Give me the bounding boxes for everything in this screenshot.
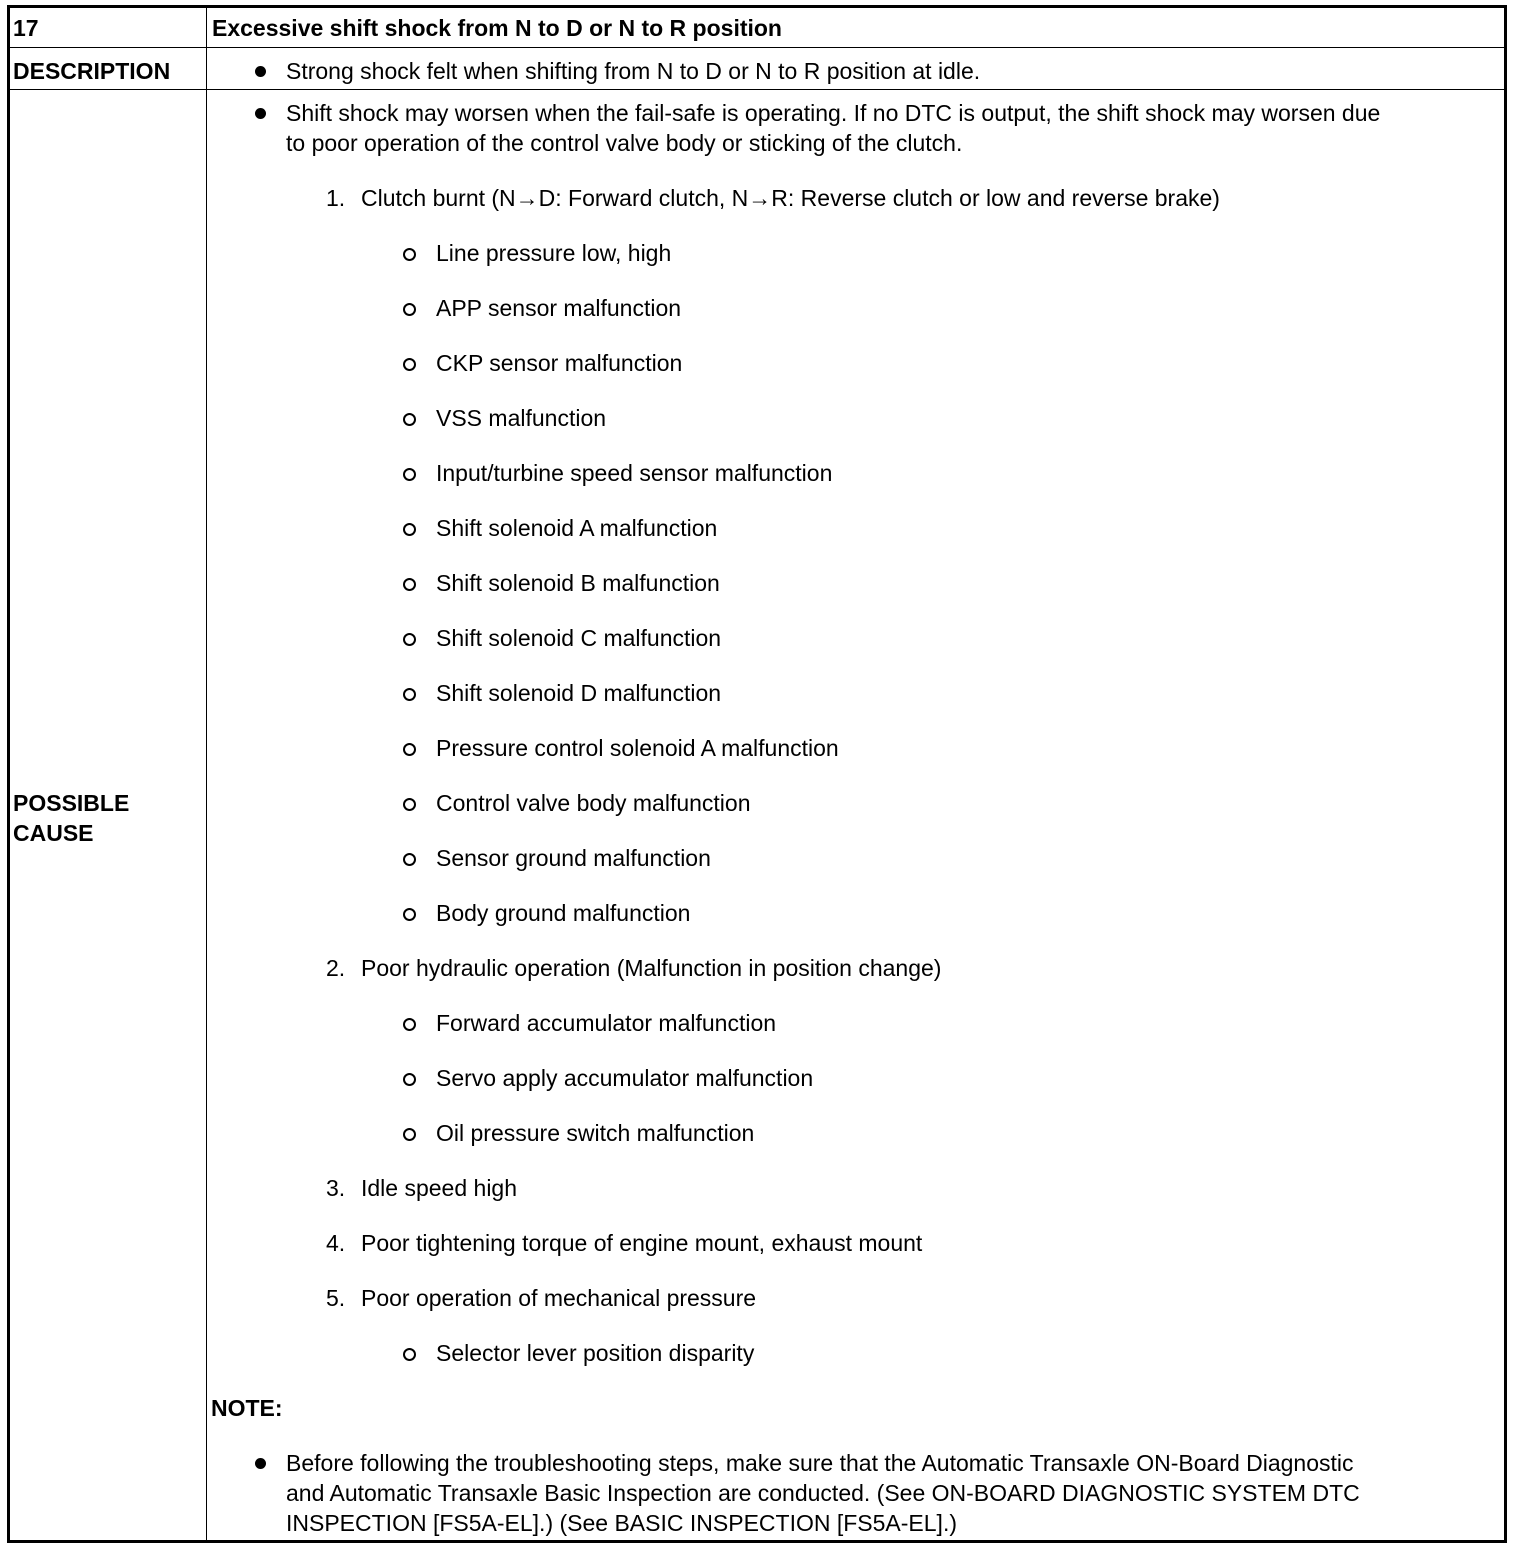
cause-sub-item: Line pressure low, high — [436, 240, 672, 266]
cause-sub-item: Shift solenoid A malfunction — [436, 515, 718, 541]
cause-item-number: 2. — [326, 955, 346, 981]
cause-sub-item: APP sensor malfunction — [436, 295, 682, 321]
circle-bullet-icon — [403, 578, 416, 591]
note-label: NOTE: — [211, 1395, 283, 1421]
cause-sub-item: Pressure control solenoid A malfunction — [436, 735, 839, 761]
note-text-line1: Before following the troubleshooting steps, make sure that the Automatic Transaxle ON-Board Diagnostic — [286, 1450, 1354, 1476]
cause-sub-item: Shift solenoid B malfunction — [436, 570, 720, 596]
cause-item-number: 5. — [326, 1285, 346, 1311]
troubleshooting-table — [7, 5, 1507, 1543]
cause-sub-item: Selector lever position disparity — [436, 1340, 755, 1366]
circle-bullet-icon — [403, 1018, 416, 1031]
possible-cause-label-line2: CAUSE — [13, 820, 94, 846]
symptom-number: 17 — [13, 15, 39, 41]
cause-item-number: 1. — [326, 185, 346, 211]
bullet-icon — [255, 66, 266, 77]
cause-sub-item: Control valve body malfunction — [436, 790, 751, 816]
cause-item-text: Idle speed high — [361, 1175, 518, 1201]
cause-sub-item: VSS malfunction — [436, 405, 607, 431]
description-text: Strong shock felt when shifting from N to D or N to R position at idle. — [286, 58, 981, 84]
cause-item-text: Clutch burnt (N→D: Forward clutch, N→R: Reverse clutch or low and reverse brake) — [361, 185, 1220, 211]
cause-sub-item: Forward accumulator malfunction — [436, 1010, 777, 1036]
cause-sub-item: Shift solenoid C malfunction — [436, 625, 722, 651]
cause-intro-line1: Shift shock may worsen when the fail-safe is operating. If no DTC is output, the shift shock may worsen due — [286, 100, 1381, 126]
circle-bullet-icon — [403, 688, 416, 701]
note-text-line3: INSPECTION [FS5A-EL].) (See BASIC INSPECTION [FS5A-EL].) — [286, 1510, 957, 1536]
description-label: DESCRIPTION — [13, 58, 171, 84]
cause-item-number: 4. — [326, 1230, 346, 1256]
note-text-line2: and Automatic Transaxle Basic Inspection are conducted. (See ON-BOARD DIAGNOSTIC SYSTEM DTC — [286, 1480, 1360, 1506]
circle-bullet-icon — [403, 1073, 416, 1086]
row-divider-header — [10, 47, 1504, 48]
cause-sub-item: Input/turbine speed sensor malfunction — [436, 460, 833, 486]
row-divider-description — [10, 89, 1504, 90]
cause-sub-item: Body ground malfunction — [436, 900, 691, 926]
symptom-title: Excessive shift shock from N to D or N to R position — [212, 15, 782, 41]
circle-bullet-icon — [403, 633, 416, 646]
bullet-icon — [255, 108, 266, 119]
circle-bullet-icon — [403, 1348, 416, 1361]
cause-sub-item: Oil pressure switch malfunction — [436, 1120, 755, 1146]
cause-sub-item: Sensor ground malfunction — [436, 845, 711, 871]
cause-sub-item: Servo apply accumulator malfunction — [436, 1065, 814, 1091]
circle-bullet-icon — [403, 523, 416, 536]
cause-sub-item: CKP sensor malfunction — [436, 350, 683, 376]
cause-item-number: 3. — [326, 1175, 346, 1201]
circle-bullet-icon — [403, 248, 416, 261]
bullet-icon — [255, 1458, 266, 1469]
cause-item-text: Poor hydraulic operation (Malfunction in position change) — [361, 955, 942, 981]
circle-bullet-icon — [403, 908, 416, 921]
cause-item-text: Poor operation of mechanical pressure — [361, 1285, 757, 1311]
circle-bullet-icon — [403, 468, 416, 481]
circle-bullet-icon — [403, 743, 416, 756]
circle-bullet-icon — [403, 798, 416, 811]
circle-bullet-icon — [403, 1128, 416, 1141]
circle-bullet-icon — [403, 303, 416, 316]
possible-cause-label-line1: POSSIBLE — [13, 790, 130, 816]
cause-intro-line2: to poor operation of the control valve body or sticking of the clutch. — [286, 130, 963, 156]
column-divider — [206, 8, 207, 1540]
cause-sub-item: Shift solenoid D malfunction — [436, 680, 722, 706]
circle-bullet-icon — [403, 413, 416, 426]
cause-item-text: Poor tightening torque of engine mount, exhaust mount — [361, 1230, 923, 1256]
circle-bullet-icon — [403, 358, 416, 371]
circle-bullet-icon — [403, 853, 416, 866]
